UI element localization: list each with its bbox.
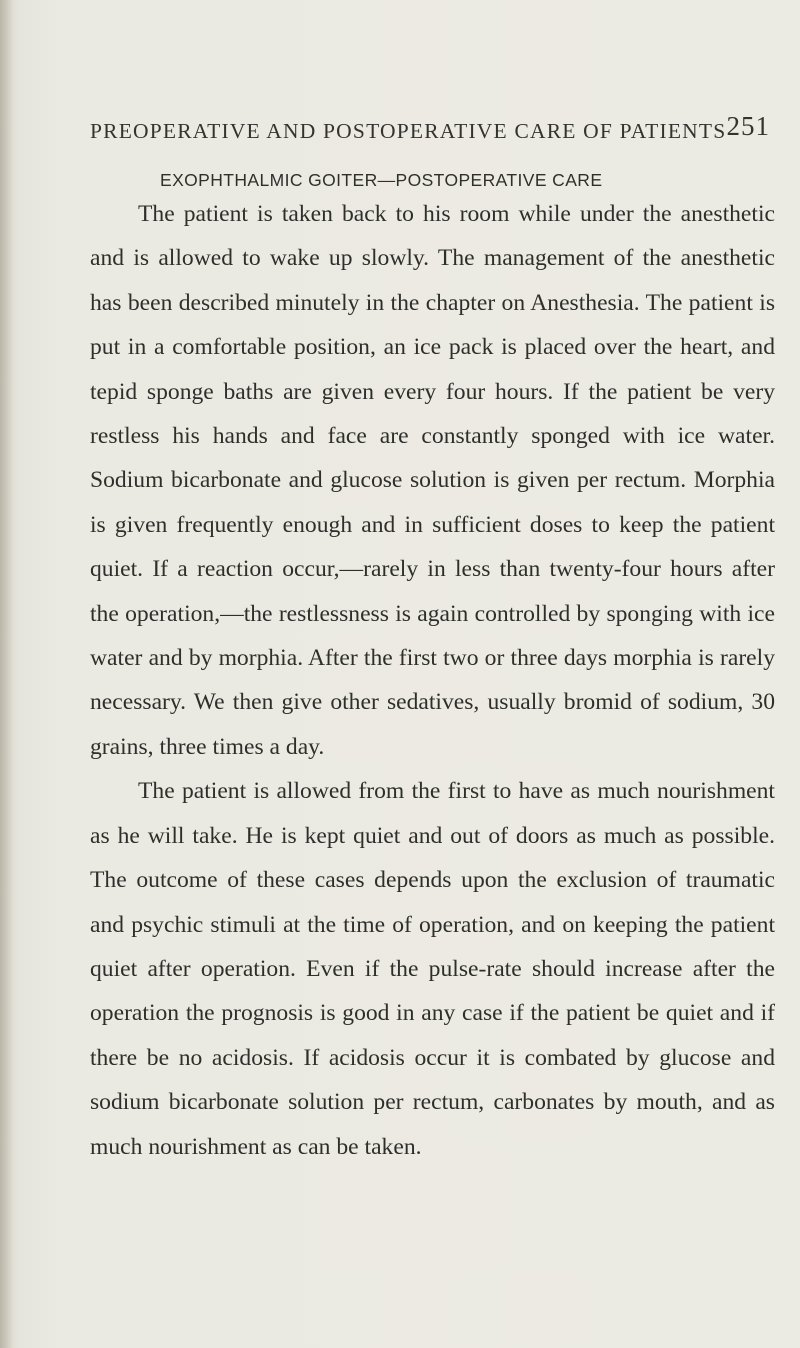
section-heading: EXOPHTHALMIC GOITER—POSTOPERATIVE CARE [160, 170, 603, 190]
running-head-title: PREOPERATIVE AND POSTOPERATIVE CARE OF PATIENTS [90, 119, 727, 143]
running-head [90, 111, 770, 145]
page-edge-shadow [0, 0, 14, 1348]
body-text [90, 192, 775, 1169]
page-number: 251 [726, 111, 770, 141]
paragraph: The patient is taken back to his room while under the anesthetic and is allowed to wake up slowly. The management of the anesthetic has been described minutely in the chapter on Anesthesia. The patient is put in a comfortable position, an ice pack is placed over the heart, and tepid sponge baths are given every four hours. If the patient be very restless his hands and face are constantly sponged with ice water. Sodium bicarbonate and glucose solution is given per rectum. Morphia is given frequently enough and in sufficient doses to keep the patient quiet. If a reaction occur,—rarely in less than twenty-four hours after the operation,—the restlessness is again controlled by sponging with ice water and by morphia. After the first two or three days morphia is rarely necessary. We then give other sedatives, usually bromid of sodium, 30 grains, three times a day. [90, 201, 775, 760]
paragraph: The patient is allowed from the first to have as much nourishment as he will take. He is kept quiet and out of doors as much as possible. The outcome of these cases depends upon the exclusion of traumatic and psychic stimuli at the time of operation, and on keeping the patient quiet after operation. Even if the pulse-rate should increase after the operation the prognosis is good in any case if the patient be quiet and if there be no acidosis. If acidosis occur it is combated by glucose and sodium bicarbonate solution per rectum, carbonates by mouth, and as much nourishment as can be taken. [90, 778, 775, 1160]
